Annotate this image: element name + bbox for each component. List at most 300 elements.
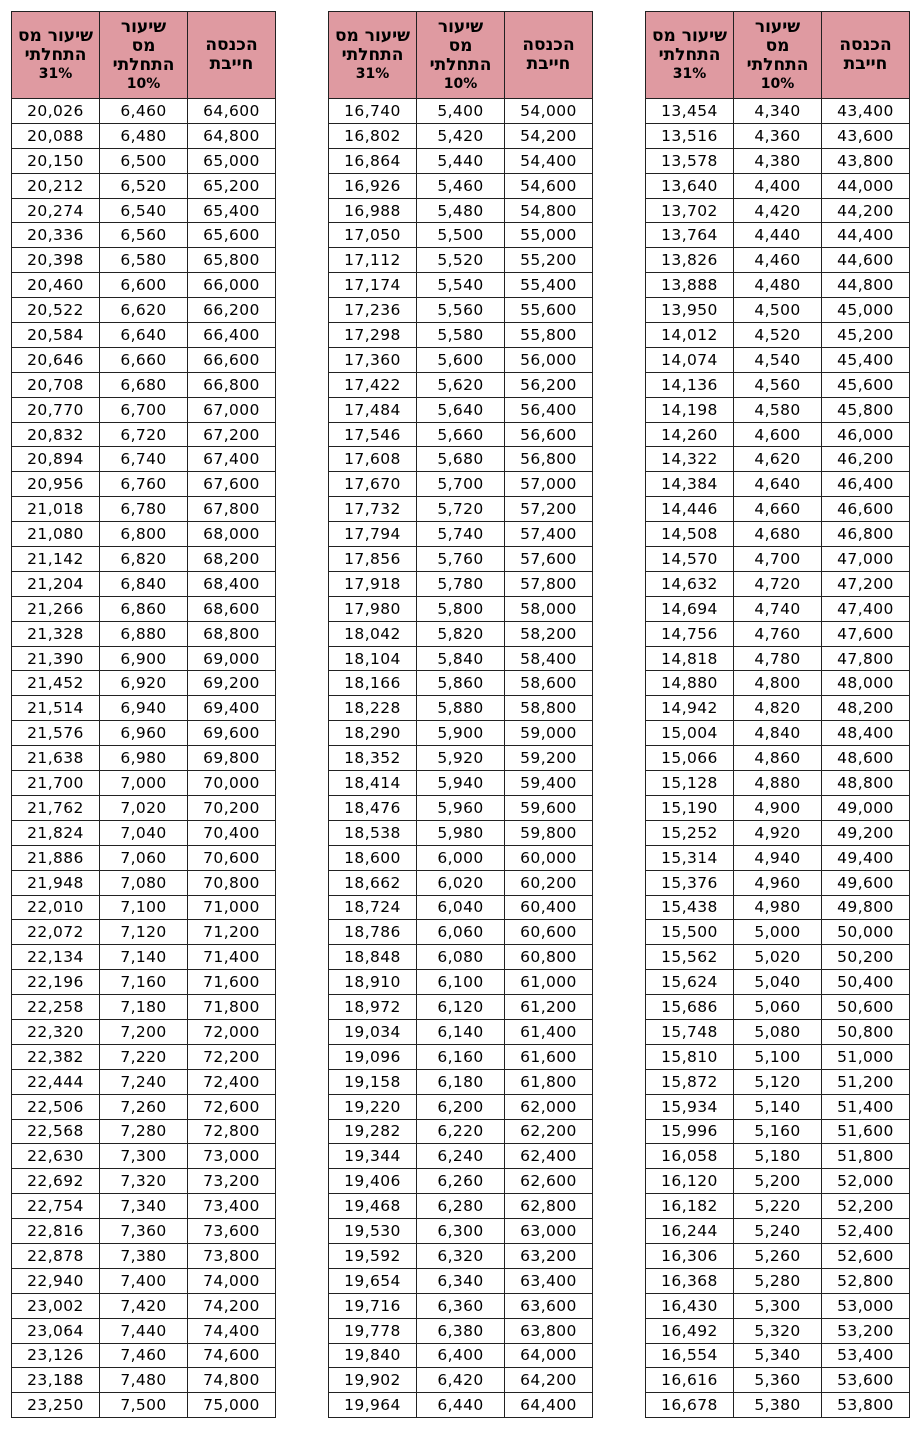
cell-tax-10: 5,960	[417, 795, 505, 820]
table-row	[646, 721, 910, 746]
cell-tax-10: 5,000	[734, 920, 822, 945]
cell-tax-31: 22,010	[12, 895, 100, 920]
cell-income: 71,800	[188, 995, 276, 1020]
cell-tax-10: 7,420	[100, 1293, 188, 1318]
table-row	[12, 621, 276, 646]
cell-tax-10: 5,180	[734, 1144, 822, 1169]
cell-income: 64,400	[505, 1393, 593, 1418]
table-row	[646, 845, 910, 870]
table-row	[329, 472, 593, 497]
cell-tax-31: 18,538	[329, 820, 417, 845]
cell-tax-10: 5,160	[734, 1119, 822, 1144]
table-row	[329, 696, 593, 721]
cell-tax-10: 4,400	[734, 173, 822, 198]
cell-tax-10: 7,320	[100, 1169, 188, 1194]
cell-income: 70,600	[188, 845, 276, 870]
cell-income: 57,800	[505, 571, 593, 596]
table-row	[329, 895, 593, 920]
table-row	[646, 422, 910, 447]
cell-tax-31: 14,446	[646, 497, 734, 522]
cell-income: 64,800	[188, 123, 276, 148]
table-row	[12, 1343, 276, 1368]
table-row	[12, 571, 276, 596]
table-row	[12, 148, 276, 173]
cell-tax-31: 22,444	[12, 1069, 100, 1094]
cell-income: 71,000	[188, 895, 276, 920]
cell-tax-10: 4,720	[734, 571, 822, 596]
cell-income: 43,600	[822, 123, 910, 148]
cell-tax-31: 20,584	[12, 323, 100, 348]
cell-tax-31: 15,686	[646, 995, 734, 1020]
table-row	[329, 223, 593, 248]
cell-tax-10: 4,680	[734, 522, 822, 547]
table-row	[329, 1219, 593, 1244]
cell-tax-31: 13,888	[646, 273, 734, 298]
cell-income: 52,400	[822, 1219, 910, 1244]
cell-income: 64,200	[505, 1368, 593, 1393]
cell-tax-10: 4,500	[734, 298, 822, 323]
table-row	[12, 596, 276, 621]
cell-tax-31: 22,072	[12, 920, 100, 945]
cell-income: 61,000	[505, 970, 593, 995]
cell-tax-31: 15,562	[646, 945, 734, 970]
cell-tax-10: 4,620	[734, 447, 822, 472]
cell-tax-10: 7,020	[100, 795, 188, 820]
cell-income: 50,800	[822, 1019, 910, 1044]
cell-tax-10: 5,040	[734, 970, 822, 995]
cell-tax-31: 17,112	[329, 248, 417, 273]
cell-tax-10: 5,700	[417, 472, 505, 497]
cell-tax-31: 21,204	[12, 571, 100, 596]
cell-tax-31: 17,918	[329, 571, 417, 596]
cell-tax-31: 16,430	[646, 1293, 734, 1318]
table-row	[12, 1393, 276, 1418]
cell-tax-31: 18,848	[329, 945, 417, 970]
cell-tax-31: 19,840	[329, 1343, 417, 1368]
table-row	[12, 721, 276, 746]
cell-income: 67,600	[188, 472, 276, 497]
table-row	[646, 173, 910, 198]
cell-income: 72,400	[188, 1069, 276, 1094]
cell-income: 48,600	[822, 746, 910, 771]
cell-tax-31: 21,018	[12, 497, 100, 522]
cell-tax-31: 22,940	[12, 1268, 100, 1293]
table-row	[12, 671, 276, 696]
cell-income: 62,000	[505, 1094, 593, 1119]
cell-tax-31: 23,250	[12, 1393, 100, 1418]
table-row	[12, 945, 276, 970]
cell-income: 55,400	[505, 273, 593, 298]
cell-tax-31: 19,034	[329, 1019, 417, 1044]
table-row	[12, 198, 276, 223]
cell-income: 70,200	[188, 795, 276, 820]
cell-income: 68,600	[188, 596, 276, 621]
cell-tax-10: 4,740	[734, 596, 822, 621]
table-row	[646, 696, 910, 721]
table-row	[12, 547, 276, 572]
cell-tax-31: 15,624	[646, 970, 734, 995]
cell-tax-31: 19,220	[329, 1094, 417, 1119]
cell-tax-31: 19,282	[329, 1119, 417, 1144]
cell-tax-31: 22,630	[12, 1144, 100, 1169]
cell-tax-31: 14,756	[646, 621, 734, 646]
cell-tax-31: 14,136	[646, 372, 734, 397]
cell-income: 47,600	[822, 621, 910, 646]
cell-tax-10: 4,540	[734, 347, 822, 372]
cell-tax-31: 15,934	[646, 1094, 734, 1119]
header-tax-31: שיעור מס התחלתי 31%	[646, 12, 734, 99]
cell-tax-10: 5,840	[417, 646, 505, 671]
table-row	[12, 472, 276, 497]
header-tax-10: שיעור מס התחלתי 10%	[100, 12, 188, 99]
cell-tax-10: 7,460	[100, 1343, 188, 1368]
table-row	[646, 771, 910, 796]
table-row	[646, 970, 910, 995]
cell-tax-10: 6,340	[417, 1268, 505, 1293]
cell-tax-31: 14,074	[646, 347, 734, 372]
cell-tax-31: 14,508	[646, 522, 734, 547]
cell-tax-10: 5,480	[417, 198, 505, 223]
cell-income: 55,200	[505, 248, 593, 273]
table-row	[12, 920, 276, 945]
table-row	[329, 571, 593, 596]
cell-tax-31: 23,064	[12, 1318, 100, 1343]
cell-tax-10: 5,240	[734, 1219, 822, 1244]
table-row	[329, 795, 593, 820]
cell-tax-31: 16,678	[646, 1393, 734, 1418]
cell-tax-10: 7,100	[100, 895, 188, 920]
table-row	[329, 1119, 593, 1144]
cell-income: 50,600	[822, 995, 910, 1020]
table-row	[329, 995, 593, 1020]
table-row	[12, 1194, 276, 1219]
table-row	[329, 1243, 593, 1268]
table-row	[329, 547, 593, 572]
table-row	[329, 248, 593, 273]
cell-income: 59,600	[505, 795, 593, 820]
header-tax-31: שיעור מס התחלתי 31%	[329, 12, 417, 99]
cell-tax-31: 18,228	[329, 696, 417, 721]
cell-tax-10: 6,360	[417, 1293, 505, 1318]
cell-tax-10: 4,360	[734, 123, 822, 148]
cell-tax-31: 13,764	[646, 223, 734, 248]
cell-tax-31: 16,182	[646, 1194, 734, 1219]
table-row	[646, 99, 910, 124]
cell-income: 54,600	[505, 173, 593, 198]
cell-tax-10: 7,220	[100, 1044, 188, 1069]
cell-income: 53,000	[822, 1293, 910, 1318]
cell-tax-31: 19,964	[329, 1393, 417, 1418]
cell-income: 73,000	[188, 1144, 276, 1169]
cell-tax-31: 15,314	[646, 845, 734, 870]
cell-tax-10: 5,320	[734, 1318, 822, 1343]
cell-tax-31: 21,142	[12, 547, 100, 572]
cell-tax-10: 6,280	[417, 1194, 505, 1219]
cell-income: 68,200	[188, 547, 276, 572]
cell-income: 62,400	[505, 1144, 593, 1169]
cell-income: 49,400	[822, 845, 910, 870]
cell-income: 49,800	[822, 895, 910, 920]
cell-tax-31: 13,454	[646, 99, 734, 124]
cell-income: 46,000	[822, 422, 910, 447]
cell-income: 65,600	[188, 223, 276, 248]
cell-tax-31: 17,050	[329, 223, 417, 248]
cell-tax-31: 13,640	[646, 173, 734, 198]
cell-tax-31: 19,654	[329, 1268, 417, 1293]
cell-tax-10: 6,820	[100, 547, 188, 572]
cell-tax-10: 7,120	[100, 920, 188, 945]
table-row	[329, 1293, 593, 1318]
cell-income: 47,200	[822, 571, 910, 596]
cell-tax-10: 6,840	[100, 571, 188, 596]
table-row	[329, 148, 593, 173]
cell-income: 59,000	[505, 721, 593, 746]
cell-tax-10: 6,880	[100, 621, 188, 646]
cell-tax-10: 7,000	[100, 771, 188, 796]
table-header	[329, 12, 593, 99]
cell-tax-31: 22,878	[12, 1243, 100, 1268]
cell-tax-10: 7,440	[100, 1318, 188, 1343]
cell-tax-10: 6,120	[417, 995, 505, 1020]
cell-tax-10: 6,220	[417, 1119, 505, 1144]
cell-income: 62,200	[505, 1119, 593, 1144]
cell-tax-10: 6,140	[417, 1019, 505, 1044]
table-row	[12, 323, 276, 348]
cell-tax-31: 15,190	[646, 795, 734, 820]
table-row	[329, 1368, 593, 1393]
cell-tax-10: 6,540	[100, 198, 188, 223]
cell-tax-31: 15,438	[646, 895, 734, 920]
cell-tax-31: 20,212	[12, 173, 100, 198]
cell-tax-10: 5,080	[734, 1019, 822, 1044]
cell-tax-10: 7,040	[100, 820, 188, 845]
table-row	[646, 472, 910, 497]
table-row	[12, 248, 276, 273]
table-row	[12, 1293, 276, 1318]
cell-tax-10: 5,500	[417, 223, 505, 248]
cell-tax-10: 4,420	[734, 198, 822, 223]
cell-tax-31: 23,002	[12, 1293, 100, 1318]
cell-tax-31: 15,004	[646, 721, 734, 746]
cell-tax-31: 19,468	[329, 1194, 417, 1219]
cell-tax-31: 16,988	[329, 198, 417, 223]
cell-tax-31: 22,196	[12, 970, 100, 995]
cell-tax-31: 16,306	[646, 1243, 734, 1268]
cell-income: 65,200	[188, 173, 276, 198]
cell-tax-31: 18,476	[329, 795, 417, 820]
cell-income: 67,000	[188, 397, 276, 422]
cell-tax-31: 17,670	[329, 472, 417, 497]
cell-tax-10: 5,800	[417, 596, 505, 621]
cell-tax-31: 14,570	[646, 547, 734, 572]
cell-income: 72,200	[188, 1044, 276, 1069]
cell-tax-31: 18,786	[329, 920, 417, 945]
table-row	[329, 1194, 593, 1219]
cell-tax-10: 4,640	[734, 472, 822, 497]
cell-income: 54,200	[505, 123, 593, 148]
cell-tax-10: 4,660	[734, 497, 822, 522]
cell-tax-31: 19,406	[329, 1169, 417, 1194]
cell-income: 58,200	[505, 621, 593, 646]
cell-tax-10: 5,720	[417, 497, 505, 522]
table-row	[646, 870, 910, 895]
cell-income: 62,800	[505, 1194, 593, 1219]
table-row	[12, 845, 276, 870]
cell-income: 60,200	[505, 870, 593, 895]
cell-tax-10: 4,700	[734, 547, 822, 572]
table-row	[329, 123, 593, 148]
cell-tax-31: 17,422	[329, 372, 417, 397]
cell-income: 61,600	[505, 1044, 593, 1069]
cell-income: 44,400	[822, 223, 910, 248]
cell-tax-31: 20,832	[12, 422, 100, 447]
table-row	[12, 1169, 276, 1194]
cell-tax-10: 4,600	[734, 422, 822, 447]
cell-tax-10: 6,800	[100, 522, 188, 547]
cell-income: 46,800	[822, 522, 910, 547]
cell-tax-10: 5,980	[417, 820, 505, 845]
cell-tax-10: 4,980	[734, 895, 822, 920]
cell-tax-31: 15,376	[646, 870, 734, 895]
cell-tax-10: 4,580	[734, 397, 822, 422]
cell-tax-10: 6,440	[417, 1393, 505, 1418]
cell-tax-10: 7,280	[100, 1119, 188, 1144]
cell-tax-10: 6,580	[100, 248, 188, 273]
cell-tax-10: 6,400	[417, 1343, 505, 1368]
cell-tax-31: 17,732	[329, 497, 417, 522]
cell-income: 47,800	[822, 646, 910, 671]
cell-tax-10: 7,480	[100, 1368, 188, 1393]
table-row	[646, 596, 910, 621]
table-row	[646, 895, 910, 920]
table-row	[12, 771, 276, 796]
table-row	[329, 845, 593, 870]
cell-income: 64,000	[505, 1343, 593, 1368]
cell-income: 61,400	[505, 1019, 593, 1044]
cell-tax-10: 6,240	[417, 1144, 505, 1169]
cell-income: 55,800	[505, 323, 593, 348]
cell-income: 65,000	[188, 148, 276, 173]
cell-income: 70,400	[188, 820, 276, 845]
table-row	[646, 820, 910, 845]
cell-tax-10: 7,240	[100, 1069, 188, 1094]
cell-tax-31: 17,546	[329, 422, 417, 447]
cell-tax-10: 5,640	[417, 397, 505, 422]
cell-income: 67,200	[188, 422, 276, 447]
table-row	[646, 273, 910, 298]
table-row	[646, 1094, 910, 1119]
cell-tax-10: 6,660	[100, 347, 188, 372]
cell-income: 74,400	[188, 1318, 276, 1343]
cell-income: 53,400	[822, 1343, 910, 1368]
cell-tax-10: 7,360	[100, 1219, 188, 1244]
cell-tax-10: 5,260	[734, 1243, 822, 1268]
cell-tax-31: 20,336	[12, 223, 100, 248]
table-row	[646, 1243, 910, 1268]
cell-tax-10: 4,520	[734, 323, 822, 348]
cell-tax-10: 5,460	[417, 173, 505, 198]
cell-tax-10: 6,000	[417, 845, 505, 870]
cell-income: 65,400	[188, 198, 276, 223]
cell-income: 45,000	[822, 298, 910, 323]
cell-tax-31: 22,568	[12, 1119, 100, 1144]
table-row	[646, 646, 910, 671]
cell-tax-10: 4,780	[734, 646, 822, 671]
cell-tax-31: 17,980	[329, 596, 417, 621]
table-row	[12, 1318, 276, 1343]
table-body	[329, 99, 593, 1418]
cell-tax-10: 6,980	[100, 746, 188, 771]
table-row	[646, 1194, 910, 1219]
cell-tax-10: 7,380	[100, 1243, 188, 1268]
cell-tax-31: 17,794	[329, 522, 417, 547]
table-row	[646, 198, 910, 223]
cell-income: 44,800	[822, 273, 910, 298]
cell-income: 53,600	[822, 1368, 910, 1393]
cell-income: 58,400	[505, 646, 593, 671]
table-row	[329, 1343, 593, 1368]
cell-income: 63,400	[505, 1268, 593, 1293]
cell-income: 60,400	[505, 895, 593, 920]
cell-income: 63,000	[505, 1219, 593, 1244]
cell-tax-10: 4,820	[734, 696, 822, 721]
cell-tax-31: 17,298	[329, 323, 417, 348]
cell-tax-31: 14,818	[646, 646, 734, 671]
table-row	[329, 820, 593, 845]
cell-tax-10: 7,160	[100, 970, 188, 995]
table-row	[646, 522, 910, 547]
cell-income: 43,400	[822, 99, 910, 124]
cell-tax-10: 6,560	[100, 223, 188, 248]
table-row	[12, 820, 276, 845]
cell-tax-10: 6,520	[100, 173, 188, 198]
cell-tax-31: 21,762	[12, 795, 100, 820]
table-row	[329, 1144, 593, 1169]
cell-tax-31: 23,188	[12, 1368, 100, 1393]
cell-income: 65,800	[188, 248, 276, 273]
cell-income: 69,000	[188, 646, 276, 671]
cell-income: 60,000	[505, 845, 593, 870]
cell-tax-31: 16,244	[646, 1219, 734, 1244]
cell-tax-10: 5,620	[417, 372, 505, 397]
cell-income: 68,000	[188, 522, 276, 547]
cell-income: 67,800	[188, 497, 276, 522]
cell-tax-31: 20,398	[12, 248, 100, 273]
cell-income: 49,000	[822, 795, 910, 820]
cell-income: 60,800	[505, 945, 593, 970]
cell-tax-31: 21,948	[12, 870, 100, 895]
table-row	[329, 870, 593, 895]
cell-income: 70,000	[188, 771, 276, 796]
cell-tax-10: 7,400	[100, 1268, 188, 1293]
cell-tax-10: 5,360	[734, 1368, 822, 1393]
cell-income: 59,800	[505, 820, 593, 845]
table-row	[329, 671, 593, 696]
cell-tax-10: 5,860	[417, 671, 505, 696]
cell-income: 51,800	[822, 1144, 910, 1169]
cell-income: 54,800	[505, 198, 593, 223]
cell-income: 73,600	[188, 1219, 276, 1244]
cell-tax-10: 5,520	[417, 248, 505, 273]
table-row	[646, 1169, 910, 1194]
cell-tax-10: 5,820	[417, 621, 505, 646]
cell-income: 75,000	[188, 1393, 276, 1418]
cell-tax-31: 20,956	[12, 472, 100, 497]
cell-tax-10: 7,300	[100, 1144, 188, 1169]
table-row	[646, 447, 910, 472]
table-row	[646, 223, 910, 248]
table-row	[12, 746, 276, 771]
